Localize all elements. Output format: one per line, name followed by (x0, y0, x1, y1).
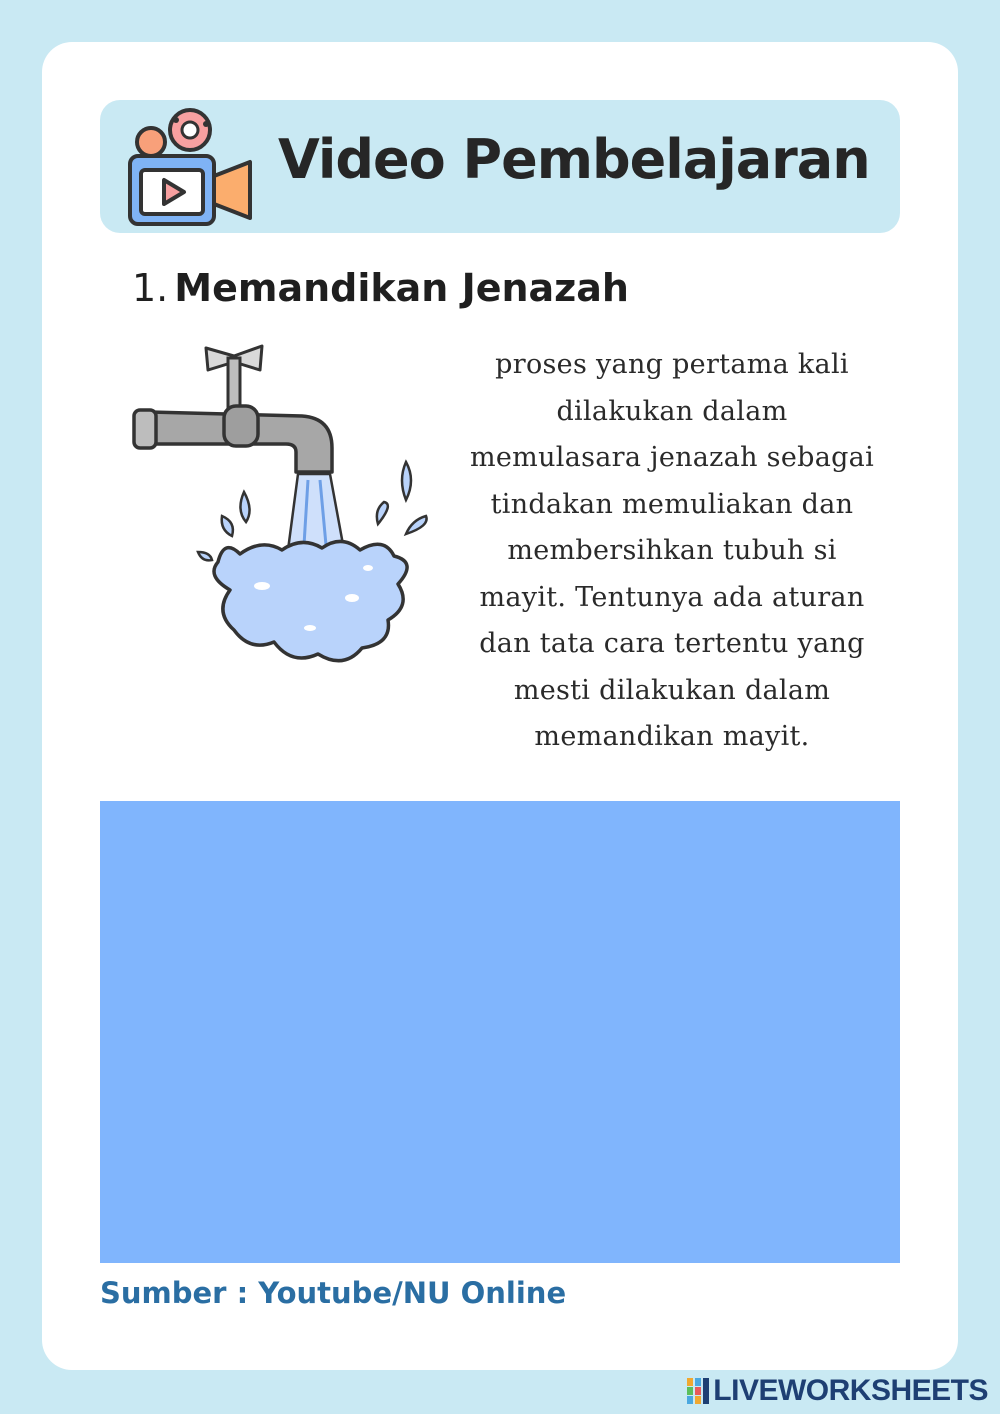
section-number: 1. (132, 266, 169, 310)
section-title: Memandikan Jenazah (174, 266, 629, 310)
liveworksheets-logo-icon (687, 1378, 709, 1404)
source-credit: Sumber : Youtube/NU Online (100, 1276, 567, 1310)
brand-watermark (687, 1374, 988, 1408)
water-faucet-icon (122, 340, 442, 690)
section-heading (132, 266, 629, 310)
page-title: Video Pembelajaran (278, 128, 870, 191)
video-player[interactable] (100, 801, 900, 1263)
video-camera-icon (124, 106, 254, 228)
section-description: proses yang pertama kali dilakukan dalam memulasara jenazah sebagai tindakan memuliakan dan membersihkan tubuh si mayit. Tentunya ada aturan dan tata cara tertentu yang mesti dilakukan dalam memandikan mayit. (470, 349, 875, 752)
header-banner (100, 100, 900, 233)
brand-name: LIVEWORKSHEETS (713, 1374, 988, 1407)
